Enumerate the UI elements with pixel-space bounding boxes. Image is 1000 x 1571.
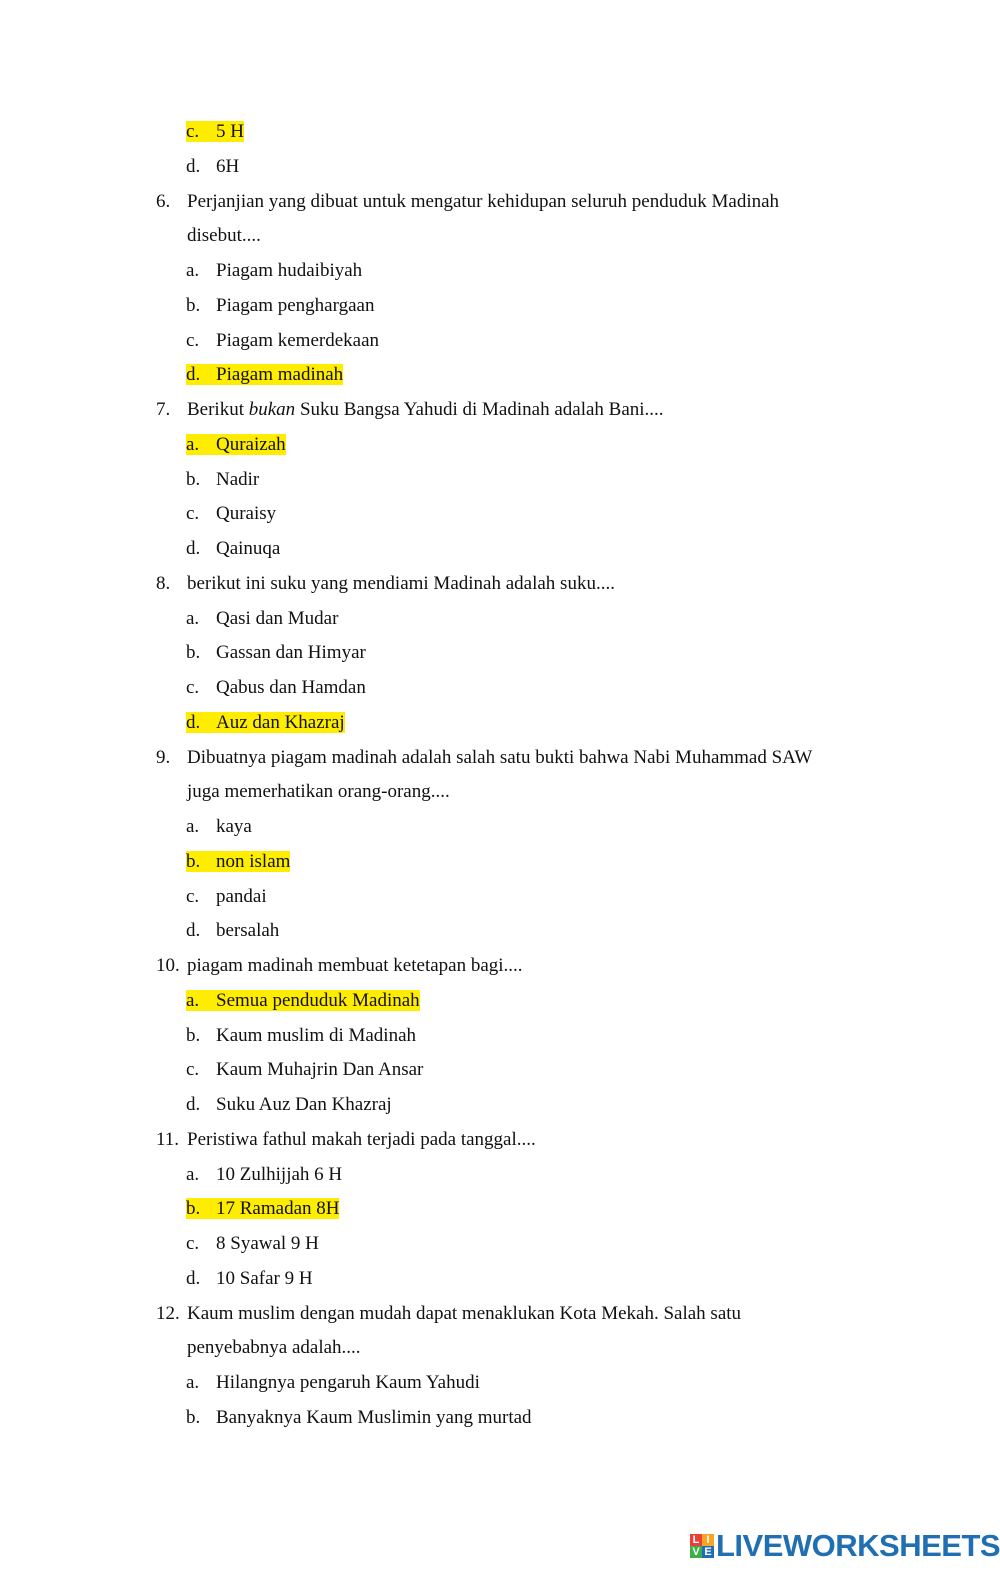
- answer-text-wrap: [186, 1233, 319, 1254]
- option-text: kaya: [216, 816, 252, 837]
- answer-text-wrap: [186, 1372, 480, 1393]
- answer-option: [186, 433, 286, 457]
- answer-option: [186, 363, 343, 387]
- option-letter: a.: [186, 433, 200, 455]
- answer-option: [186, 120, 244, 144]
- answer-text-wrap: [186, 920, 279, 941]
- question-number: 9.: [156, 746, 171, 768]
- option-letter: c.: [186, 329, 200, 351]
- option-text: Piagam hudaibiyah: [216, 260, 363, 281]
- answer-option: [186, 919, 279, 943]
- answer-text-wrap: [186, 1094, 392, 1115]
- highlighted-answer: [186, 851, 290, 872]
- answer-text-wrap: [186, 1407, 532, 1428]
- answer-option: [186, 885, 267, 909]
- answer-option: [186, 155, 239, 179]
- option-text: 10 Zulhijjah 6 H: [216, 1163, 343, 1185]
- question-number: 8.: [156, 572, 171, 594]
- answer-option: [186, 294, 374, 318]
- highlighted-answer: [186, 990, 420, 1011]
- option-text: Gassan dan Himyar: [216, 642, 366, 664]
- option-text: Hilangnya pengaruh Kaum Yahudi: [216, 1372, 480, 1393]
- answer-text-wrap: [186, 503, 276, 524]
- question: [156, 1302, 741, 1326]
- question-text: Dibuatnya piagam madinah adalah salah satu bukti bahwa Nabi Muhammad SAW: [187, 746, 813, 768]
- option-letter: d.: [186, 364, 201, 386]
- answer-text-wrap: [186, 608, 338, 629]
- answer-option: [186, 329, 379, 353]
- question: [156, 398, 664, 422]
- logo-mark-letter-l: L: [690, 1534, 702, 1546]
- answer-option: [186, 259, 362, 283]
- option-text: 8 Syawal 9 H: [216, 1233, 319, 1254]
- question-text-continued: disebut....: [187, 225, 261, 247]
- highlighted-answer: [186, 712, 345, 733]
- answer-option: [186, 641, 366, 665]
- option-letter: c.: [186, 1233, 200, 1254]
- logo-mark-letter-i: I: [702, 1534, 714, 1546]
- option-letter: a.: [186, 1372, 200, 1393]
- answer-option: [186, 1163, 342, 1187]
- question-text: Suku Bangsa Yahudi di Madinah adalah Bani....: [295, 399, 664, 420]
- answer-option: [186, 1058, 423, 1082]
- answer-option: [186, 1267, 313, 1291]
- logo-mark-letter-e: E: [702, 1546, 714, 1558]
- option-text: Banyaknya Kaum Muslimin yang murtad: [216, 1406, 532, 1428]
- question-text: piagam madinah membuat ketetapan bagi....: [187, 955, 523, 976]
- question: [156, 1128, 536, 1152]
- answer-option: [186, 607, 338, 631]
- answer-text-wrap: [186, 677, 366, 698]
- answer-text-wrap: [186, 330, 379, 351]
- option-text: Qasi dan Mudar: [216, 607, 339, 629]
- answer-option: [186, 815, 252, 839]
- option-letter: b.: [186, 642, 201, 664]
- answer-text-wrap: [186, 469, 259, 490]
- answer-text-wrap: [186, 886, 267, 907]
- answer-option: [186, 1371, 480, 1395]
- option-letter: d.: [186, 1267, 201, 1289]
- question-text: Perjanjian yang dibuat untuk mengatur kehidupan seluruh penduduk Madinah: [187, 190, 780, 212]
- option-text: 10 Safar 9 H: [216, 1267, 313, 1289]
- answer-option: [186, 1093, 392, 1117]
- option-text: Qabus dan Hamdan: [216, 677, 366, 698]
- answer-option: [186, 676, 366, 700]
- option-letter: a.: [186, 989, 200, 1011]
- answer-option: [186, 711, 345, 735]
- question-text: berikut ini suku yang mendiami Madinah adalah suku....: [187, 572, 615, 594]
- option-text: 6H: [216, 155, 240, 177]
- question-text: Kaum muslim dengan mudah dapat menaklukan Kota Mekah. Salah satu: [187, 1302, 742, 1324]
- option-letter: c.: [186, 1059, 200, 1081]
- answer-option: [186, 468, 259, 492]
- option-text: Suku Auz Dan Khazraj: [216, 1094, 392, 1115]
- option-text: Quraizah: [216, 433, 286, 455]
- answer-text-wrap: [186, 1268, 313, 1289]
- answer-option: [186, 1024, 416, 1048]
- answer-text-wrap: [186, 156, 239, 177]
- option-letter: b.: [186, 1024, 201, 1046]
- answer-text-wrap: [186, 538, 280, 559]
- option-text: Auz dan Khazraj: [216, 711, 345, 733]
- option-letter: b.: [186, 850, 201, 872]
- option-letter: d.: [186, 155, 201, 177]
- option-letter: b.: [186, 294, 201, 316]
- question-number: 10.: [156, 955, 180, 976]
- answer-text-wrap: [186, 642, 366, 663]
- answer-text-wrap: [186, 1164, 342, 1185]
- answer-text-wrap: [186, 1025, 416, 1046]
- question-text: Berikut: [187, 399, 249, 420]
- option-letter: d.: [186, 1094, 201, 1115]
- option-letter: c.: [186, 503, 200, 525]
- option-letter: d.: [186, 711, 201, 733]
- option-text: pandai: [216, 885, 267, 907]
- answer-text-wrap: [186, 295, 374, 316]
- option-letter: a.: [186, 816, 200, 837]
- option-letter: c.: [186, 885, 200, 907]
- question-number: 6.: [156, 190, 171, 212]
- answer-option: [186, 850, 290, 874]
- option-text: Piagam kemerdekaan: [216, 329, 380, 351]
- option-text: 17 Ramadan 8H: [216, 1198, 340, 1220]
- option-text: bersalah: [216, 920, 280, 942]
- question-emphasis: bukan: [248, 399, 296, 420]
- option-text: 5 H: [216, 121, 244, 142]
- liveworksheets-logo: [690, 1528, 1000, 1564]
- answer-option: [186, 1232, 319, 1256]
- answer-option: [186, 1197, 339, 1221]
- option-letter: b.: [186, 468, 201, 490]
- question: [156, 190, 779, 214]
- option-text: Piagam penghargaan: [216, 294, 375, 316]
- option-letter: b.: [186, 1198, 201, 1220]
- question-text: Peristiwa fathul makah terjadi pada tanggal....: [187, 1128, 536, 1150]
- question-number: 11.: [156, 1128, 180, 1150]
- option-letter: b.: [186, 1406, 201, 1428]
- question: [156, 572, 615, 596]
- option-text: Nadir: [216, 468, 260, 490]
- highlighted-answer: [186, 1198, 339, 1219]
- question-text-continued: penyebabnya adalah....: [187, 1337, 361, 1359]
- option-text: Kaum Muhajrin Dan Ansar: [216, 1059, 424, 1081]
- option-text: non islam: [216, 850, 291, 872]
- answer-option: [186, 502, 276, 526]
- answer-option: [186, 537, 280, 561]
- option-letter: c.: [186, 677, 200, 698]
- option-text: Piagam madinah: [216, 364, 344, 386]
- option-letter: d.: [186, 920, 201, 942]
- option-text: Quraisy: [216, 503, 277, 525]
- option-letter: a.: [186, 607, 200, 629]
- option-letter: a.: [186, 1163, 200, 1185]
- option-text: Semua penduduk Madinah: [216, 989, 420, 1011]
- option-letter: a.: [186, 260, 200, 281]
- answer-option: [186, 1406, 532, 1430]
- question-number: 12.: [156, 1302, 180, 1324]
- question: [156, 954, 523, 978]
- answer-text-wrap: [186, 260, 362, 281]
- option-text: Qainuqa: [216, 538, 281, 559]
- option-text: Kaum muslim di Madinah: [216, 1024, 417, 1046]
- highlighted-answer: [186, 121, 244, 142]
- highlighted-answer: [186, 364, 343, 385]
- logo-mark-letter-v: V: [690, 1546, 702, 1558]
- highlighted-answer: [186, 434, 286, 455]
- liveworksheets-logo-icon: [690, 1534, 714, 1558]
- question: [156, 746, 812, 770]
- answer-option: [186, 989, 420, 1013]
- question-text-continued: juga memerhatikan orang-orang....: [187, 781, 450, 803]
- answer-text-wrap: [186, 1059, 423, 1080]
- option-letter: c.: [186, 121, 200, 142]
- option-letter: d.: [186, 538, 201, 559]
- question-number: 7.: [156, 399, 171, 420]
- brand-name: LIVEWORKSHEETS: [716, 1528, 1000, 1563]
- answer-text-wrap: [186, 816, 252, 837]
